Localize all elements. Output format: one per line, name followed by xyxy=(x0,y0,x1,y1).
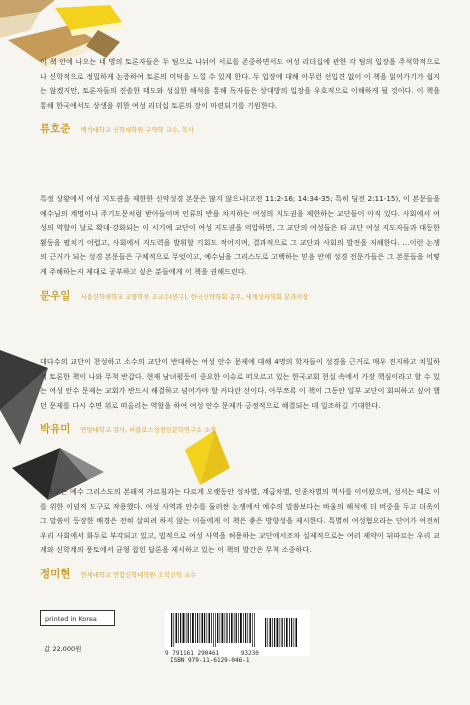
review-4 xyxy=(40,485,440,581)
review-2-signature xyxy=(40,284,440,303)
barcode-number: 9 791161 290461 xyxy=(165,650,220,657)
review-3-signature xyxy=(40,417,440,436)
review-4-signature xyxy=(40,562,440,581)
review-4-text: 기독교는 예수 그리스도의 본래적 가르침과는 다르게 오랫동안 성차별, 계급차별, 인종차별의 역사를 이어왔으며, 성서는 때로 이를 위한 이념적 도구로 작용했다. 여성 사역과 안수를 둘러싼 논쟁에서 예수의 말씀보다는 바울의 해석에 더 비중을 두고 더욱이 그 말씀이 등장한 배경은 전혀 살피려 하지 않는 이들에게 이 책은 좋은 방향성을 제시한다. 특별히 여성혐오라는 단어가 여전히 우리 사회에서 화두로 부각되고 있고, 법적으로 여성 사역을 허용하는 교단에서조차 실제적으로는 여러 제약이 뒤따르는 우리 교계와 신학계의 풍토에서 균형 잡힌 답론을 제시하고 있는 이 책의 발간은 무척 소중하다. xyxy=(40,487,440,555)
price-label: 값 22,000원 xyxy=(44,645,82,653)
barcode-graphic xyxy=(165,610,310,648)
barcode-digits xyxy=(165,650,259,657)
back-cover-info xyxy=(40,610,440,662)
review-2-author: 문우일 xyxy=(40,289,71,302)
review-3-text: 대다수의 교단이 찬성하고 소수의 교단이 반대하는 여성 안수 문제에 대해 4명의 학자들이 성경을 근거로 매우 진지하고 치밀하게 토론한 책이 나와 무척 반갑다. 현재 남녀평등이 중요한 이슈로 떠오르고 있는 한국교회 현실 속에서 가장 핵심이라고 할 수 있는 여성 안수 문제는 교회가 반드시 해결하고 넘어가야 할 커다란 산이다. 아무쪼록 이 책이 그동안 일부 교단이 회피하고 싶어 했던 문제를 다시 수면 위로 떠올리는 역할을 하여 여성 안수 문제가 긍정적으로 해결되는 데 일조하길 기대한다. xyxy=(40,357,440,410)
review-1-author-title: 백석대학교 신학대학원 구약학 교수, 목사 xyxy=(80,127,194,135)
review-2-text: 특정 상황에서 여성 지도권을 제한한 신약성경 본문은 많지 않으나(고전 11:2-16; 14:34-35; 특히 딤전 2:11-15), 이 본문들을 예수님의 계명이나 주기도문처럼 받아들이며 인류의 반을 차지하는 여성의 지도권을 제한하는 교단들이 아직 있다. 사회에서 여성의 역할이 날로 확대·강화되는 이 시기에 교단이 여성 지도권을 억압하면, 그 교단의 여성들은 타 교단 여성 지도자들과 대등한 활동을 펼치기 어렵고, 사회에서 지도력을 발휘할 기회도 적어지며, 결과적으로 그 교단과 사회의 발전을 저해한다. …이런 논쟁의 근거가 되는 성경 본문들은 구체적으로 무엇이고, 예수님을 그리스도로 고백하는 믿음 안에 성경 전문가들은 그 본문들을 어떻게 주해하는지 제대로 공부하고 싶은 분들에게 이 책을 권해드린다. xyxy=(40,194,440,276)
review-2 xyxy=(40,192,440,303)
review-1-text: 이 책 안에 나오는 네 명의 토론자들은 두 팀으로 나뉘어 서로를 존중하면서도 여성 리더십에 관한 각 팀의 입장을 주석학적으로나 신학적으로 정밀하게 논증하여 토론의 미덕을 느낄 수 있게 한다. 두 입장에 대해 아무런 선입견 없이 이 책을 읽어가기가 쉽지는 않겠지만, 토론자들의 진솔한 태도와 성실한 해석을 통해 독자들은 상대방의 입장을 우호적으로 이해하게 될 것이다. 이 책을 통해 한국에서도 상생을 위한 여성 리더십 토론의 장이 마련되기를 기원한다. xyxy=(40,57,440,110)
review-1-author: 류호준 xyxy=(40,123,71,136)
barcode-addon-number: 93230 xyxy=(240,650,259,657)
review-4-author-title: 연세대학교 연합신학대학원 조직신학 교수 xyxy=(80,571,197,579)
review-2-author-title: 서울신학대학교 교양학부 조교수(연구), 한국신약학회 총무, 세계성서학회 분과의장 xyxy=(80,293,309,301)
printed-in-label: printed in Korea xyxy=(40,610,115,626)
review-1 xyxy=(40,55,440,136)
review-1-signature xyxy=(40,117,440,136)
review-3-author: 박유미 xyxy=(40,423,71,436)
review-3-author-title: 안양대학교 강사, 비블로스성경인문학연구소 소장 xyxy=(80,427,217,435)
review-4-author: 정미현 xyxy=(40,567,71,580)
isbn-text: ISBN 979-11-6129-046-1 xyxy=(170,657,250,664)
review-3 xyxy=(40,355,440,436)
